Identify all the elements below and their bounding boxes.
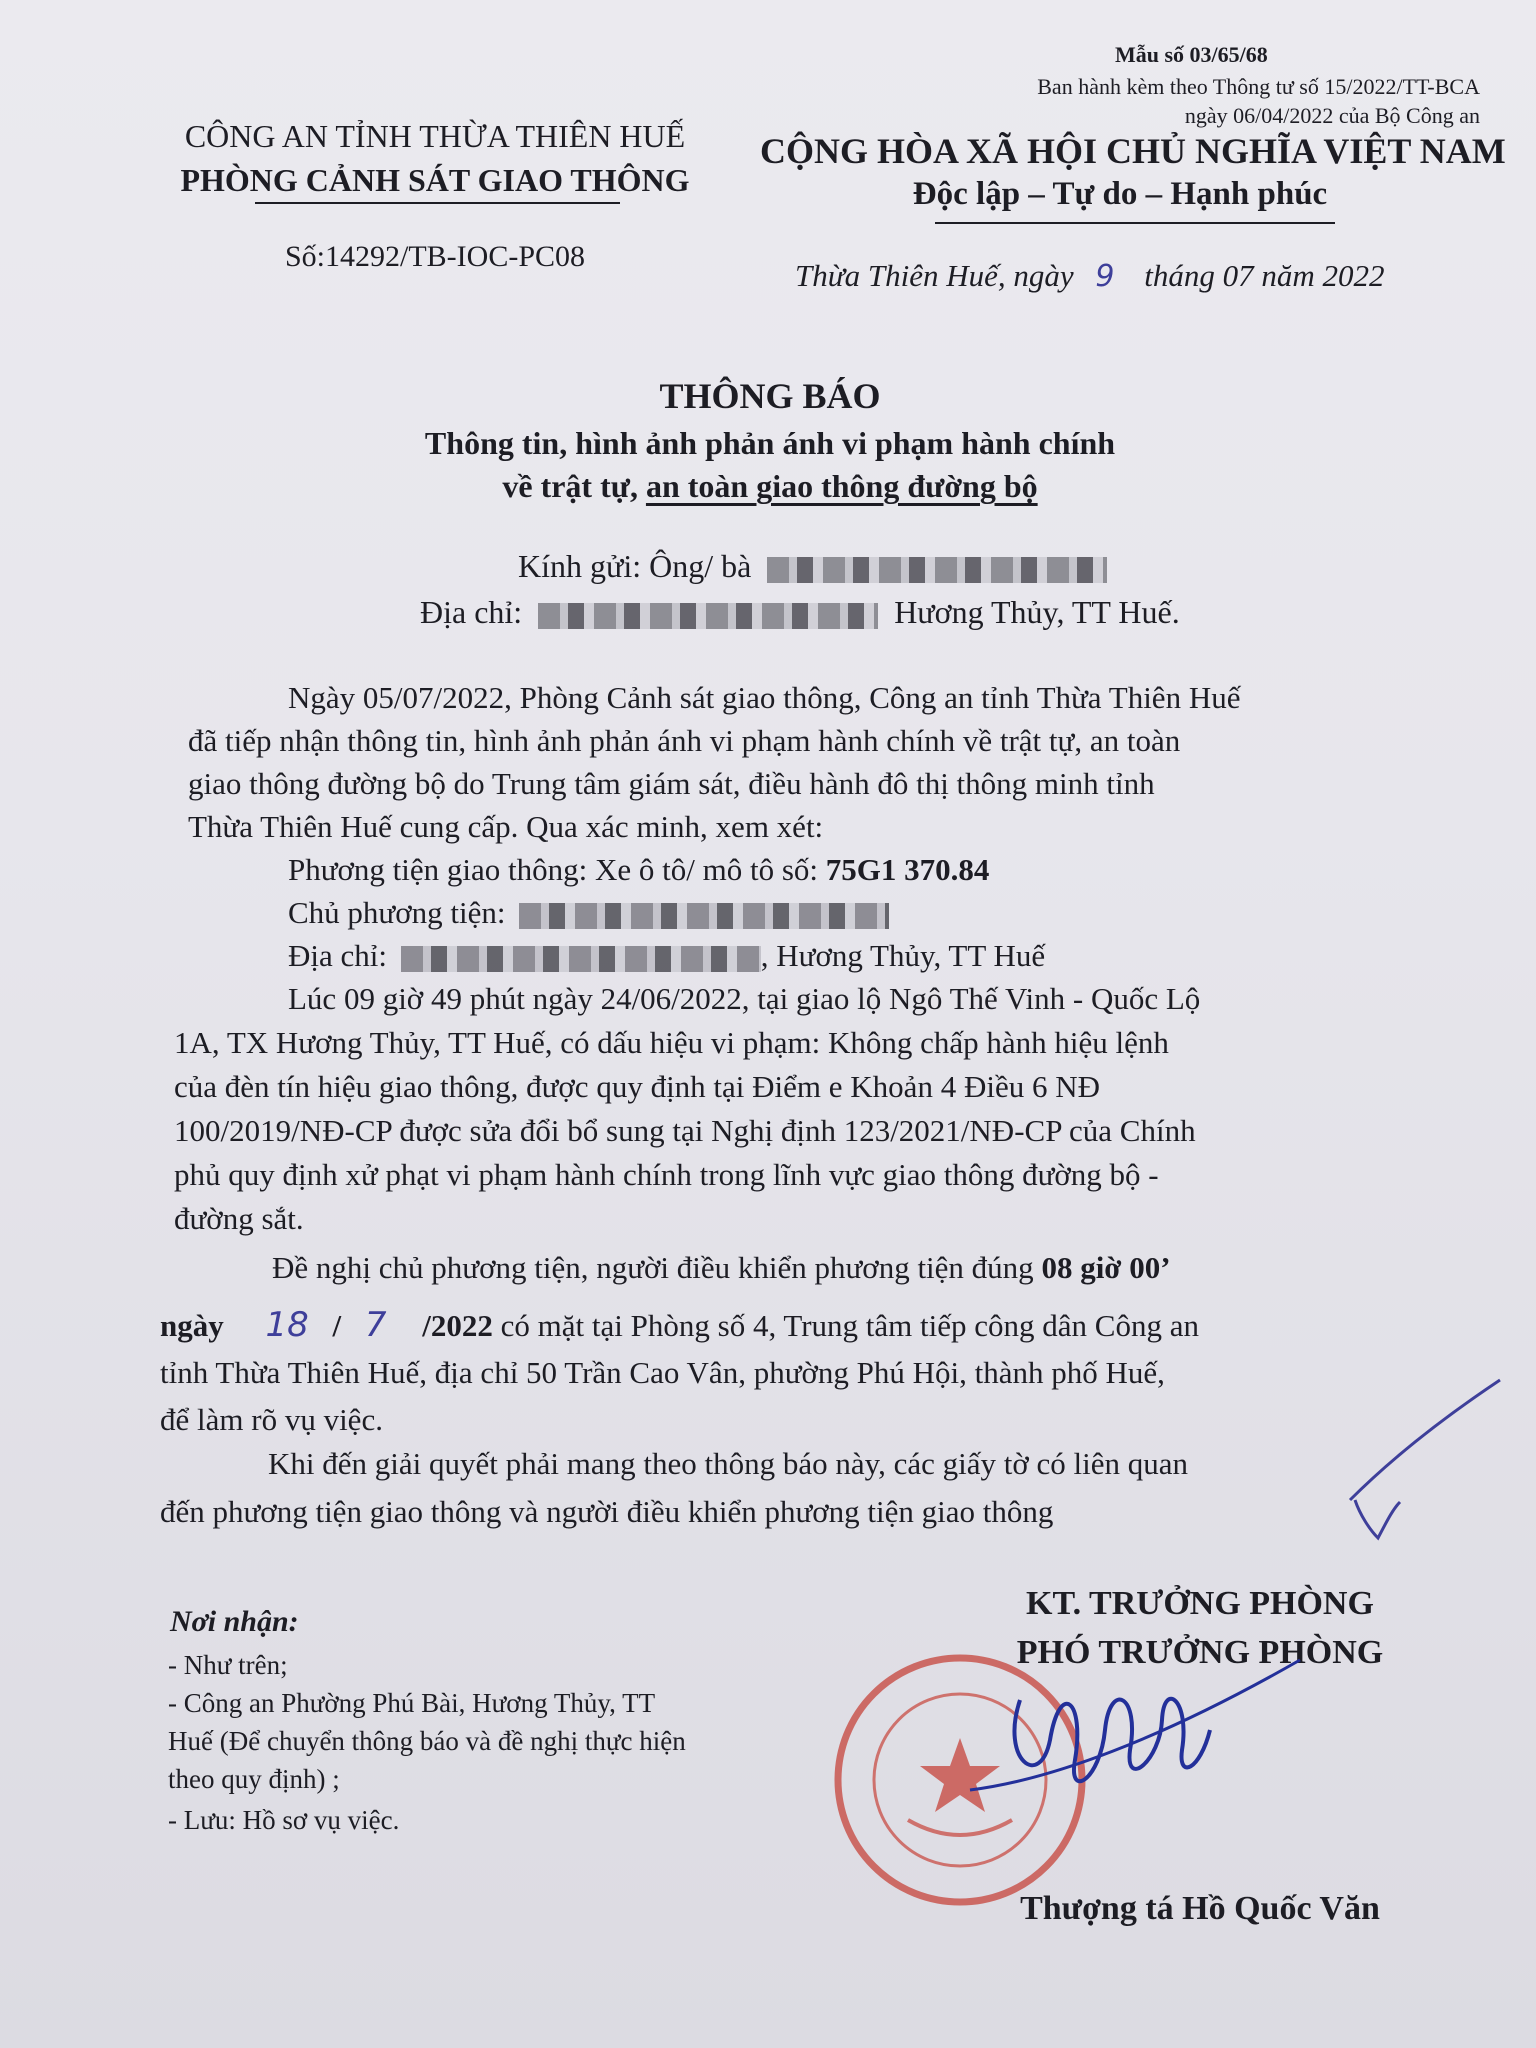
owner-line (288, 895, 889, 931)
appointment-place: có mặt tại Phòng số 4, Trung tâm tiếp công dân Công an (500, 1308, 1199, 1343)
recipients-item: theo quy định) ; (168, 1764, 340, 1794)
body-line: Ngày 05/07/2022, Phòng Cảnh sát giao thông, Công an tỉnh Thừa Thiên Huế (288, 680, 1241, 715)
owner-address-tail: , Hương Thủy, TT Huế (760, 938, 1046, 973)
recipients-item: - Công an Phường Phú Bài, Hương Thủy, TT (168, 1688, 656, 1718)
body-line: phủ quy định xử phạt vi phạm hành chính trong lĩnh vực giao thông đường bộ - (174, 1157, 1159, 1192)
form-number: Mẫu số 03/65/68 (1115, 42, 1268, 67)
recipients-item: Huế (Để chuyển thông báo và đề nghị thực hiện (168, 1726, 686, 1756)
appointment-text: Đề nghị chủ phương tiện, người điều khiển phương tiện đúng (272, 1250, 1034, 1285)
agency-name: PHÒNG CẢNH SÁT GIAO THÔNG (180, 162, 690, 198)
appointment-date-separator: / (332, 1308, 342, 1343)
handwritten-check-icon (1330, 1370, 1510, 1560)
body-line: đường sắt. (174, 1201, 304, 1236)
body-line: đến phương tiện giao thông và người điều khiển phương tiện giao thông (160, 1494, 1054, 1529)
appointment-line (272, 1250, 1171, 1286)
body-line: 1A, TX Hương Thủy, TT Huế, có dấu hiệu vi phạm: Không chấp hành hiệu lệnh (174, 1025, 1169, 1060)
subtitle-part-2: an toàn giao thông đường bộ (645, 468, 1038, 504)
body-line: giao thông đường bộ do Trung tâm giám sát, điều hành đô thị thông minh tỉnh (188, 766, 1155, 801)
document-subtitle-2 (0, 468, 1536, 505)
body-line: Khi đến giải quyết phải mang theo thông báo này, các giấy tờ có liên quan (268, 1446, 1189, 1481)
appointment-month-handwritten: 7 (364, 1305, 387, 1345)
agency-underline (255, 202, 620, 204)
redacted-owner (519, 903, 889, 929)
vehicle-label: Phương tiện giao thông: Xe ô tô/ mô tô số: (288, 852, 819, 887)
recipients-item: - Lưu: Hồ sơ vụ việc. (168, 1805, 400, 1835)
appointment-date-line (160, 1305, 1199, 1345)
form-issued-line-2: ngày 06/04/2022 của Bộ Công an (1184, 103, 1480, 128)
recipient-label: Kính gửi: Ông/ bà (518, 548, 752, 584)
recipient-address-line (420, 594, 1180, 631)
recipient-address-tail: Hương Thủy, TT Huế. (894, 594, 1180, 630)
recipients-title: Nơi nhận: (170, 1605, 299, 1638)
body-line: của đèn tín hiệu giao thông, được quy định tại Điểm e Khoản 4 Điều 6 NĐ (174, 1069, 1100, 1104)
document-subtitle-1: Thông tin, hình ảnh phản ánh vi phạm hành chính (424, 425, 1116, 461)
signature-title-1: KT. TRƯỞNG PHÒNG (1026, 1585, 1374, 1622)
document-title: THÔNG BÁO (659, 376, 881, 416)
country-name: CỘNG HÒA XÃ HỘI CHỦ NGHĨA VIỆT NAM (760, 131, 1506, 171)
place-date (795, 258, 1385, 294)
redacted-owner-address (401, 946, 761, 972)
body-line: Thừa Thiên Huế cung cấp. Qua xác minh, xem xét: (188, 809, 824, 844)
subtitle-part-1: về trật tự, (502, 468, 646, 504)
redacted-address (538, 603, 878, 629)
redacted-name (767, 557, 1107, 583)
date-prefix: Thừa Thiên Huế, ngày (795, 258, 1074, 293)
appointment-day-handwritten: 18 (265, 1305, 309, 1345)
vehicle-plate: 75G1 370.84 (825, 852, 990, 887)
national-motto: Độc lập – Tự do – Hạnh phúc (912, 176, 1328, 212)
appointment-time: 08 giờ 00’ (1041, 1250, 1171, 1285)
appointment-year: /2022 (422, 1308, 493, 1343)
vehicle-line (288, 852, 989, 888)
signer-name: Thượng tá Hồ Quốc Văn (1020, 1890, 1380, 1927)
form-issued-line-1: Ban hành kèm theo Thông tư số 15/2022/TT-BCA (1037, 74, 1480, 99)
recipient-address-label: Địa chỉ: (420, 594, 523, 630)
document-number: Số:14292/TB-IOC-PC08 (284, 240, 586, 273)
appointment-day-label: ngày (160, 1308, 224, 1343)
body-line: đã tiếp nhận thông tin, hình ảnh phản ánh vi phạm hành chính về trật tự, an toàn (188, 723, 1181, 758)
recipient-line (518, 548, 1107, 585)
date-day-handwritten: 9 (1095, 259, 1115, 294)
handwritten-signature-icon (900, 1640, 1320, 1840)
motto-underline (935, 222, 1335, 224)
owner-label: Chủ phương tiện: (288, 895, 506, 930)
form-issued-note (920, 72, 1480, 130)
agency-parent: CÔNG AN TỈNH THỪA THIÊN HUẾ (184, 118, 686, 154)
body-line: tỉnh Thừa Thiên Huế, địa chỉ 50 Trần Cao Vân, phường Phú Hội, thành phố Huế, (160, 1355, 1165, 1390)
body-line: Lúc 09 giờ 49 phút ngày 24/06/2022, tại giao lộ Ngô Thế Vinh - Quốc Lộ (288, 981, 1201, 1016)
recipients-item: - Như trên; (168, 1650, 288, 1680)
body-line: 100/2019/NĐ-CP được sửa đổi bổ sung tại Nghị định 123/2021/NĐ-CP của Chính (174, 1113, 1196, 1148)
body-line: để làm rõ vụ việc. (160, 1402, 383, 1437)
signature-title-2: PHÓ TRƯỞNG PHÒNG (1016, 1634, 1384, 1671)
owner-address-label: Địa chỉ: (288, 938, 387, 973)
date-suffix: tháng 07 năm 2022 (1144, 258, 1385, 293)
owner-address-line (288, 938, 1045, 974)
